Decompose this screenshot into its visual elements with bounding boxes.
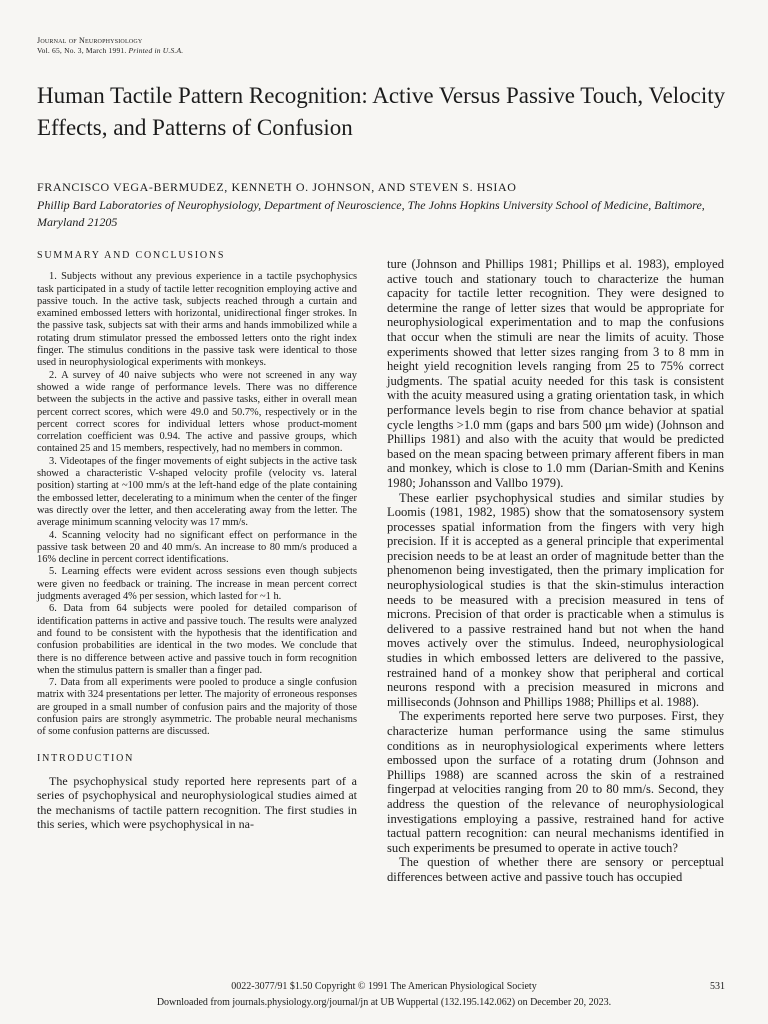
summary-heading: SUMMARY AND CONCLUSIONS — [37, 250, 226, 261]
volume-info: Vol. 65, No. 3, March 1991. — [37, 46, 127, 55]
summary-paragraph: 6. Data from 64 subjects were pooled for detailed comparison of identification patterns in active and passive touch. The results were analyzed and found to be consistent with the hypothesis that the identification and confusion probabilities are identical in the two modes. We conclude that there is no difference between active and passive touch in form recognition when the stimulus pattern is smaller than a finger pad. — [37, 603, 357, 676]
author-list: FRANCISCO VEGA-BERMUDEZ, KENNETH O. JOHNSON, AND STEVEN S. HSIAO — [37, 180, 517, 194]
download-notice: Downloaded from journals.physiology.org/journal/jn at UB Wuppertal (132.195.142.062) on December 20, 2023. — [156, 997, 612, 1008]
body-paragraph: The question of whether there are sensory or perceptual differences between active and passive touch has occupied — [387, 855, 724, 884]
summary-paragraph: 4. Scanning velocity had no significant effect on performance in the passive task between 20 and 40 mm/s. An increase to 80 mm/s produced a 16% decline in percent correct identifications. — [37, 529, 357, 566]
left-column — [37, 250, 357, 832]
affiliation: Phillip Bard Laboratories of Neurophysiology, Department of Neuroscience, The Johns Hopkins University School of Medicine, Baltimore, Maryland 21205 — [37, 198, 705, 229]
paper-title: Human Tactile Pattern Recognition: Active Versus Passive Touch, Velocity Effects, and Patterns of Confusion — [37, 83, 726, 140]
summary-paragraph: 1. Subjects without any previous experience in a tactile psychophysics task participated in a study of tactile letter recognition employing active and passive touch. In the active task, subjects reached through a curtain and examined embossed letters with horizontal, unidirectional finger strokes. In the passive task, subjects sat with their arms and hands immobilized while a rotating drum stimulator pressed the embossed letters onto the right index finger. The stimulus conditions in the passive task were identical to those used in neurophysiological experiments with monkeys. — [37, 271, 357, 369]
intro-paragraph: The psychophysical study reported here represents part of a series of psychophysical and neurophysiological studies aimed at the mechanisms of tactile pattern recognition. The first studies in this series, which were psychophysical in na- — [37, 773, 357, 832]
journal-header — [37, 36, 183, 56]
right-column — [387, 257, 724, 885]
body-paragraph: The experiments reported here serve two purposes. First, they characterize human performance using the same stimulus conditions as in neurophysiological experiments where letters embossed upon the surface of a rotating drum (Johnson and Phillips 1988) are scanned across the skin of a restrained fingerpad at velocities ranging from 20 to 80 mm/s. Second, they address the question of the relevance of neurophysiological investigations employing a passive, restrained hand for active tactual pattern recognition: can neural mechanisms identified in such experiments be presumed to operate in active touch? — [387, 709, 724, 855]
copyright-line: 0022-3077/91 $1.50 Copyright © 1991 The American Physiological Society — [231, 981, 537, 992]
summary-paragraph: 3. Videotapes of the finger movements of eight subjects in the active task showed a characteristic V-shaped velocity profile (velocity vs. lateral position) starting at ~100 mm/s at the left-hand edge of the plate containing the embossed letter, decelerating to a minimum when the center of the finger was directly over the letter, and then accelerating away from the letter. The average minimum scanning velocity was 17 mm/s. — [37, 455, 357, 529]
body-paragraph: These earlier psychophysical studies and similar studies by Loomis (1981, 1982, 1985) show that the somatosensory system processes spatial information from the fingers with very high precision. If it is accepted as a general principle that experimental precision needs to be at least an order of magnitude better than the phenomenon being investigated, then the primary implication for neurophysiological studies is that the skin-stimulus interaction needs to be measured with a precision measured in tens of microns. Precision of that order is practicable when a stimulus is delivered to a passive restrained hand but not when the hand moves actively over the stimulus. Indeed, neurophysiological studies in which embossed letters are delivered to the passive, restrained hand of a monkey show that peripheral and cortical neurons respond with a precision measured in microns and milliseconds (Johnson and Phillips 1988; Phillips et al. 1988). — [387, 490, 724, 709]
journal-volume-line — [37, 46, 183, 56]
printed-in: Printed in U.S.A. — [128, 46, 184, 55]
body-paragraph: ture (Johnson and Phillips 1981; Phillips et al. 1983), employed active touch and stationary touch to characterize the human capacity for tactile letter recognition. They were designed to determine the range of letter sizes that would be appropriate for neurophysiological experimentation and to map the confusions that occur when the stimuli are near the limits of acuity. Those experiments showed that letter sizes ranging from 3 to 8 mm in height yield recognition levels ranging from 25 to 75% correct judgments. The spatial acuity needed for this task is consistent with the acuity measured using a grating orientation task, in which performance levels begin to rise from chance behavior at spatial cycle lengths >1.0 mm (gaps and bars 500 μm wide) (Johnson and Phillips 1981) and also with the acuity that would be predicted based on the mean spacing between primary afferent fibers in man and monkey, which is close to 1.0 mm (Darian-Smith and Kenins 1980; Johansson and Vallbo 1979). — [387, 257, 724, 490]
summary-paragraph: 5. Learning effects were evident across sessions even though subjects were given no feedback or training. The increase in mean percent correct judgments averaged 4% per session, which lasted for ~1 h. — [37, 566, 357, 603]
intro-heading: INTRODUCTION — [37, 752, 135, 764]
summary-paragraph: 7. Data from all experiments were pooled to produce a single confusion matrix with 324 presentations per letter. The majority of erroneous responses are grouped in a small number of confusion pairs and the majority of those confusion pairs are strongly asymmetric. The probable neural mechanisms of some confusion patterns are discussed. — [37, 677, 357, 738]
page-number: 531 — [710, 981, 725, 992]
summary-paragraph: 2. A survey of 40 naive subjects who were not screened in any way showed a wide range of performance levels. There was no difference between the subjects in the active and passive tasks, either in overall mean percent correct scores, which were 49.0 and 50.7%, respectively or in the percent correct scores for individual letters whose product-moment correlation coefficient was 0.94. The active and passive groups, which contained 25 and 15 members, respectively, had no members in common. — [37, 369, 357, 455]
journal-name: Journal of Neurophysiology — [37, 36, 143, 45]
